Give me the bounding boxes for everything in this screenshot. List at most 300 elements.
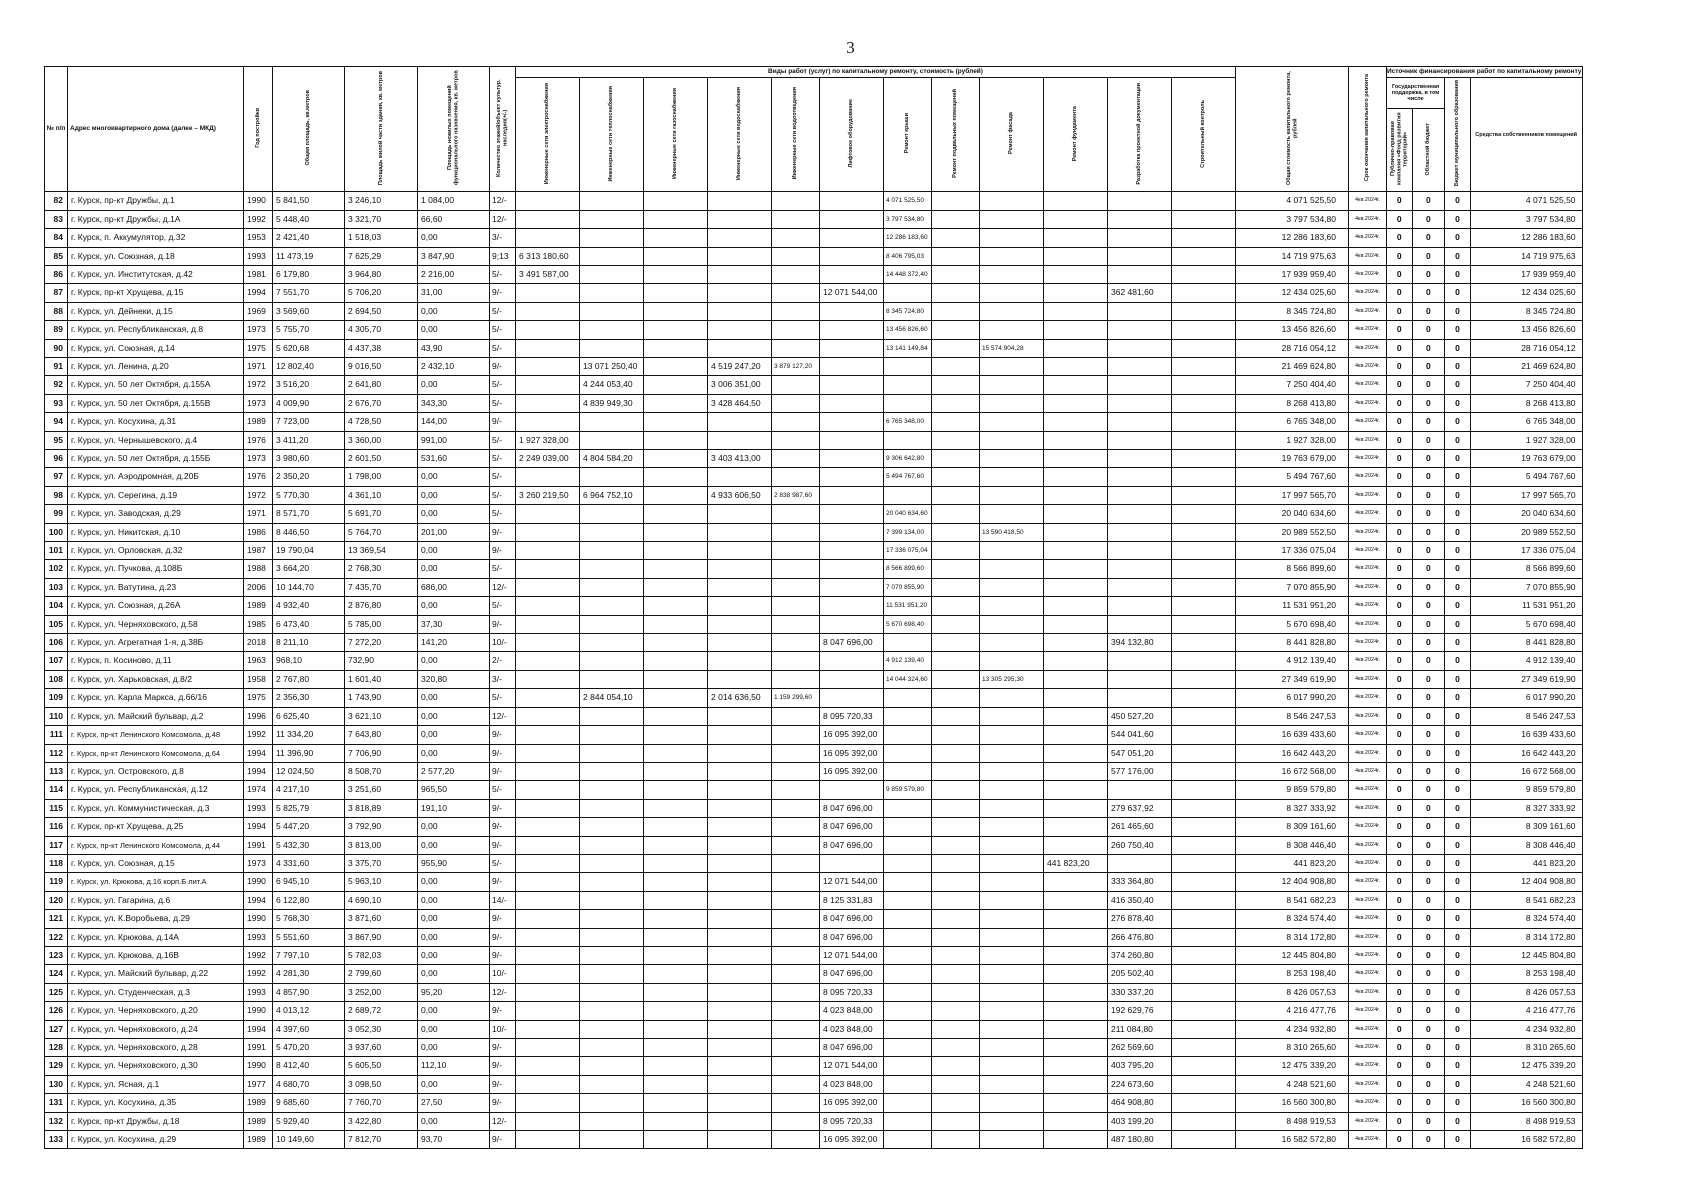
total-cost-cell: 8 310 265,60 (1236, 1039, 1349, 1057)
municipal-cell: 0 (1445, 689, 1471, 707)
foundation-cost-cell (1044, 431, 1108, 449)
regional-cell: 0 (1412, 1094, 1445, 1112)
project-cost-cell (1108, 468, 1172, 486)
lift-cost-cell: 8 095 720,33 (820, 707, 884, 725)
floors-cell: 10/- (490, 634, 516, 652)
total-area-cell: 4 013,12 (273, 1002, 345, 1020)
gas-cost-cell (644, 1057, 708, 1075)
facade-cost-cell (980, 744, 1044, 762)
gas-cost-cell (644, 542, 708, 560)
own-funds-cell: 8 324 574,40 (1470, 910, 1582, 928)
address-cell: г. Курск, ул. Островского, д.8 (68, 762, 244, 780)
roof-cost-cell: 13 141 149,84 (884, 339, 932, 357)
heat-cost-cell (580, 468, 644, 486)
living-area-cell: 4 437,38 (345, 339, 418, 357)
year-cell: 1990 (244, 1057, 273, 1075)
floors-cell: 5/- (490, 560, 516, 578)
foundation-cost-cell (1044, 468, 1108, 486)
year-cell: 1989 (244, 1112, 273, 1130)
lift-cost-cell (820, 450, 884, 468)
floors-cell: 9/- (490, 357, 516, 375)
foundation-cost-cell (1044, 744, 1108, 762)
fund-cell: 0 (1387, 413, 1413, 431)
water-cost-cell (708, 597, 772, 615)
roof-cost-cell: 14 044 324,60 (884, 670, 932, 688)
total-area-cell: 5 825,79 (273, 799, 345, 817)
living-area-cell: 4 728,50 (345, 413, 418, 431)
basement-cost-cell (932, 413, 980, 431)
control-cost-cell (1172, 210, 1236, 228)
foundation-cost-cell (1044, 615, 1108, 633)
table-row (45, 799, 1583, 817)
facade-cost-cell: 13 590 418,50 (980, 523, 1044, 541)
basement-cost-cell (932, 891, 980, 909)
floors-cell: 9/- (490, 1039, 516, 1057)
facade-cost-cell (980, 891, 1044, 909)
heat-cost-cell (580, 431, 644, 449)
facade-cost-cell (980, 302, 1044, 320)
foundation-cost-cell (1044, 376, 1108, 394)
living-area-cell: 3 422,80 (345, 1112, 418, 1130)
basement-cost-cell (932, 468, 980, 486)
header-work-basement: Ремонт подвальных помещений (932, 78, 980, 192)
roof-cost-cell: 11 531 951,20 (884, 597, 932, 615)
roof-cost-cell (884, 983, 932, 1001)
floors-cell: 5/- (490, 486, 516, 504)
total-area-cell: 2 356,30 (273, 689, 345, 707)
basement-cost-cell (932, 192, 980, 210)
regional-cell: 0 (1412, 946, 1445, 964)
living-area-cell: 3 964,80 (345, 265, 418, 283)
project-cost-cell: 211 084,80 (1108, 1020, 1172, 1038)
total-area-cell: 8 446,50 (273, 523, 345, 541)
nonres-area-cell: 0,00 (418, 560, 490, 578)
project-cost-cell (1108, 652, 1172, 670)
basement-cost-cell (932, 431, 980, 449)
term-cell: 4кв.2024г. (1349, 560, 1387, 578)
sewer-cost-cell (772, 523, 820, 541)
water-cost-cell (708, 505, 772, 523)
municipal-cell: 0 (1445, 910, 1471, 928)
control-cost-cell (1172, 542, 1236, 560)
term-cell: 4кв.2024г. (1349, 431, 1387, 449)
gas-cost-cell (644, 1020, 708, 1038)
control-cost-cell (1172, 689, 1236, 707)
basement-cost-cell (932, 689, 980, 707)
regional-cell: 0 (1412, 1039, 1445, 1057)
lift-cost-cell: 12 071 544,00 (820, 1057, 884, 1075)
nonres-area-cell: 37,30 (418, 615, 490, 633)
project-cost-cell: 330 337,20 (1108, 983, 1172, 1001)
address-cell: г. Курск, ул. Ватутина, д.23 (68, 578, 244, 596)
living-area-cell: 2 689,72 (345, 1002, 418, 1020)
fund-cell: 0 (1387, 339, 1413, 357)
nonres-area-cell: 0,00 (418, 229, 490, 247)
row-number: 120 (45, 891, 68, 909)
term-cell: 4кв.2024г. (1349, 523, 1387, 541)
municipal-cell: 0 (1445, 1039, 1471, 1057)
electric-cost-cell (516, 357, 580, 375)
floors-cell: 9/- (490, 726, 516, 744)
table-row (45, 1039, 1583, 1057)
basement-cost-cell (932, 247, 980, 265)
floors-cell: 10/- (490, 1020, 516, 1038)
gas-cost-cell (644, 505, 708, 523)
header-works-group: Виды работ (услуг) по капитальному ремонту, стоимость (рублей) (516, 67, 1236, 78)
row-number: 93 (45, 394, 68, 412)
term-cell: 4кв.2024г. (1349, 615, 1387, 633)
fund-cell: 0 (1387, 376, 1413, 394)
nonres-area-cell: 0,00 (418, 1039, 490, 1057)
row-number: 104 (45, 597, 68, 615)
term-cell: 4кв.2024г. (1349, 284, 1387, 302)
own-funds-cell: 16 672 568,00 (1470, 762, 1582, 780)
regional-cell: 0 (1412, 505, 1445, 523)
municipal-cell: 0 (1445, 946, 1471, 964)
foundation-cost-cell (1044, 965, 1108, 983)
water-cost-cell (708, 1039, 772, 1057)
address-cell: г. Курск, ул. Студенческая, д.3 (68, 983, 244, 1001)
sewer-cost-cell (772, 284, 820, 302)
year-cell: 2018 (244, 634, 273, 652)
heat-cost-cell (580, 726, 644, 744)
total-area-cell: 7 723,00 (273, 413, 345, 431)
project-cost-cell (1108, 450, 1172, 468)
electric-cost-cell (516, 634, 580, 652)
facade-cost-cell (980, 799, 1044, 817)
year-cell: 1990 (244, 1002, 273, 1020)
water-cost-cell (708, 946, 772, 964)
total-cost-cell: 13 456 826,60 (1236, 321, 1349, 339)
project-cost-cell (1108, 523, 1172, 541)
water-cost-cell (708, 431, 772, 449)
lift-cost-cell: 12 071 544,00 (820, 946, 884, 964)
lift-cost-cell (820, 265, 884, 283)
regional-cell: 0 (1412, 854, 1445, 872)
facade-cost-cell (980, 946, 1044, 964)
facade-cost-cell (980, 486, 1044, 504)
facade-cost-cell (980, 247, 1044, 265)
municipal-cell: 0 (1445, 486, 1471, 504)
regional-cell: 0 (1412, 818, 1445, 836)
gas-cost-cell (644, 891, 708, 909)
municipal-cell: 0 (1445, 1057, 1471, 1075)
regional-cell: 0 (1412, 1075, 1445, 1093)
total-area-cell: 4 009,90 (273, 394, 345, 412)
total-cost-cell: 6 765 348,00 (1236, 413, 1349, 431)
foundation-cost-cell (1044, 1039, 1108, 1057)
row-number: 116 (45, 818, 68, 836)
facade-cost-cell (980, 376, 1044, 394)
municipal-cell: 0 (1445, 357, 1471, 375)
fund-cell: 0 (1387, 1057, 1413, 1075)
electric-cost-cell (516, 505, 580, 523)
living-area-cell: 5 691,70 (345, 505, 418, 523)
total-area-cell: 5 551,60 (273, 928, 345, 946)
heat-cost-cell: 2 844 054,10 (580, 689, 644, 707)
floors-cell: 5/- (490, 450, 516, 468)
electric-cost-cell: 2 249 039,00 (516, 450, 580, 468)
row-number: 127 (45, 1020, 68, 1038)
living-area-cell: 3 813,00 (345, 836, 418, 854)
regional-cell: 0 (1412, 431, 1445, 449)
facade-cost-cell: 15 574 904,28 (980, 339, 1044, 357)
water-cost-cell (708, 983, 772, 1001)
total-area-cell: 5 448,40 (273, 210, 345, 228)
regional-cell: 0 (1412, 542, 1445, 560)
facade-cost-cell (980, 762, 1044, 780)
nonres-area-cell: 0,00 (418, 505, 490, 523)
living-area-cell: 3 937,60 (345, 1039, 418, 1057)
row-number: 118 (45, 854, 68, 872)
municipal-cell: 0 (1445, 523, 1471, 541)
table-row (45, 1020, 1583, 1038)
fund-cell: 0 (1387, 744, 1413, 762)
living-area-cell: 2 641,80 (345, 376, 418, 394)
lift-cost-cell (820, 542, 884, 560)
total-area-cell: 4 217,10 (273, 781, 345, 799)
water-cost-cell (708, 891, 772, 909)
heat-cost-cell (580, 1094, 644, 1112)
water-cost-cell: 4 933 606,50 (708, 486, 772, 504)
water-cost-cell (708, 542, 772, 560)
row-number: 128 (45, 1039, 68, 1057)
row-number: 88 (45, 302, 68, 320)
year-cell: 1993 (244, 928, 273, 946)
own-funds-cell: 8 309 161,60 (1470, 818, 1582, 836)
municipal-cell: 0 (1445, 744, 1471, 762)
own-funds-cell: 4 248 521,60 (1470, 1075, 1582, 1093)
floors-cell: 9/- (490, 1094, 516, 1112)
nonres-area-cell: 965,50 (418, 781, 490, 799)
foundation-cost-cell (1044, 652, 1108, 670)
term-cell: 4кв.2024г. (1349, 873, 1387, 891)
sewer-cost-cell (772, 376, 820, 394)
facade-cost-cell (980, 615, 1044, 633)
lift-cost-cell (820, 210, 884, 228)
sewer-cost-cell (772, 1020, 820, 1038)
municipal-cell: 0 (1445, 413, 1471, 431)
term-cell: 4кв.2024г. (1349, 321, 1387, 339)
total-area-cell: 4 281,30 (273, 965, 345, 983)
sewer-cost-cell (772, 394, 820, 412)
floors-cell: 5/- (490, 339, 516, 357)
regional-cell: 0 (1412, 928, 1445, 946)
table-row (45, 910, 1583, 928)
project-cost-cell: 450 527,20 (1108, 707, 1172, 725)
electric-cost-cell (516, 652, 580, 670)
control-cost-cell (1172, 394, 1236, 412)
regional-cell: 0 (1412, 1020, 1445, 1038)
water-cost-cell: 3 006 351,00 (708, 376, 772, 394)
total-area-cell: 4 397,60 (273, 1020, 345, 1038)
regional-cell: 0 (1412, 523, 1445, 541)
regional-cell: 0 (1412, 910, 1445, 928)
total-cost-cell: 8 441 828,80 (1236, 634, 1349, 652)
water-cost-cell: 2 014 636,50 (708, 689, 772, 707)
heat-cost-cell (580, 597, 644, 615)
project-cost-cell: 487 180,80 (1108, 1131, 1172, 1149)
table-row (45, 983, 1583, 1001)
living-area-cell: 3 792,90 (345, 818, 418, 836)
nonres-area-cell: 531,60 (418, 450, 490, 468)
facade-cost-cell (980, 265, 1044, 283)
electric-cost-cell (516, 910, 580, 928)
lift-cost-cell (820, 302, 884, 320)
floors-cell: 9/- (490, 762, 516, 780)
year-cell: 1976 (244, 431, 273, 449)
living-area-cell: 3 246,10 (345, 192, 418, 210)
total-cost-cell: 12 286 183,60 (1236, 229, 1349, 247)
address-cell: г. Курск, ул. Косухина, д.29 (68, 1131, 244, 1149)
own-funds-cell: 8 345 724,80 (1470, 302, 1582, 320)
table-row (45, 284, 1583, 302)
year-cell: 1976 (244, 468, 273, 486)
lift-cost-cell: 8 047 696,00 (820, 799, 884, 817)
total-area-cell: 968,10 (273, 652, 345, 670)
foundation-cost-cell (1044, 726, 1108, 744)
municipal-cell: 0 (1445, 762, 1471, 780)
gas-cost-cell (644, 854, 708, 872)
foundation-cost-cell (1044, 394, 1108, 412)
total-area-cell: 5 929,40 (273, 1112, 345, 1130)
roof-cost-cell: 7 399 134,00 (884, 523, 932, 541)
fund-cell: 0 (1387, 634, 1413, 652)
fund-cell: 0 (1387, 946, 1413, 964)
control-cost-cell (1172, 781, 1236, 799)
basement-cost-cell (932, 652, 980, 670)
control-cost-cell (1172, 321, 1236, 339)
sewer-cost-cell (772, 928, 820, 946)
total-area-cell: 5 432,30 (273, 836, 345, 854)
lift-cost-cell (820, 781, 884, 799)
roof-cost-cell (884, 1075, 932, 1093)
project-cost-cell (1108, 321, 1172, 339)
total-cost-cell: 16 639 433,60 (1236, 726, 1349, 744)
row-number: 99 (45, 505, 68, 523)
gas-cost-cell (644, 1094, 708, 1112)
total-cost-cell: 5 670 698,40 (1236, 615, 1349, 633)
lift-cost-cell: 16 095 392,00 (820, 726, 884, 744)
foundation-cost-cell (1044, 891, 1108, 909)
own-funds-cell: 4 216 477,76 (1470, 1002, 1582, 1020)
facade-cost-cell (980, 836, 1044, 854)
basement-cost-cell (932, 1094, 980, 1112)
water-cost-cell (708, 615, 772, 633)
nonres-area-cell: 0,00 (418, 1020, 490, 1038)
term-cell: 4кв.2024г. (1349, 1094, 1387, 1112)
table-row (45, 1057, 1583, 1075)
row-number: 109 (45, 689, 68, 707)
control-cost-cell (1172, 339, 1236, 357)
floors-cell: 9/- (490, 615, 516, 633)
basement-cost-cell (932, 818, 980, 836)
electric-cost-cell (516, 1094, 580, 1112)
water-cost-cell (708, 229, 772, 247)
water-cost-cell (708, 634, 772, 652)
fund-cell: 0 (1387, 854, 1413, 872)
total-area-cell: 6 122,80 (273, 891, 345, 909)
facade-cost-cell (980, 873, 1044, 891)
table-row (45, 247, 1583, 265)
lift-cost-cell: 16 095 392,00 (820, 762, 884, 780)
total-cost-cell: 19 763 679,00 (1236, 450, 1349, 468)
roof-cost-cell (884, 689, 932, 707)
water-cost-cell (708, 1094, 772, 1112)
regional-cell: 0 (1412, 413, 1445, 431)
water-cost-cell (708, 928, 772, 946)
water-cost-cell (708, 726, 772, 744)
living-area-cell: 3 251,60 (345, 781, 418, 799)
project-cost-cell: 192 629,76 (1108, 1002, 1172, 1020)
floors-cell: 12/- (490, 192, 516, 210)
term-cell: 4кв.2024г. (1349, 799, 1387, 817)
fund-cell: 0 (1387, 1020, 1413, 1038)
address-cell: г. Курск, ул. Союзная, д.14 (68, 339, 244, 357)
own-funds-cell: 3 797 534,80 (1470, 210, 1582, 228)
regional-cell: 0 (1412, 891, 1445, 909)
term-cell: 4кв.2024г. (1349, 670, 1387, 688)
municipal-cell: 0 (1445, 1131, 1471, 1149)
water-cost-cell (708, 339, 772, 357)
total-cost-cell: 16 560 300,80 (1236, 1094, 1349, 1112)
total-area-cell: 12 024,50 (273, 762, 345, 780)
table-row (45, 1075, 1583, 1093)
living-area-cell: 7 435,70 (345, 578, 418, 596)
basement-cost-cell (932, 1131, 980, 1149)
project-cost-cell (1108, 486, 1172, 504)
heat-cost-cell (580, 1057, 644, 1075)
heat-cost-cell (580, 652, 644, 670)
municipal-cell: 0 (1445, 505, 1471, 523)
living-area-cell: 5 706,20 (345, 284, 418, 302)
municipal-cell: 0 (1445, 652, 1471, 670)
water-cost-cell (708, 965, 772, 983)
foundation-cost-cell (1044, 689, 1108, 707)
own-funds-cell: 13 456 826,60 (1470, 321, 1582, 339)
gas-cost-cell (644, 229, 708, 247)
sewer-cost-cell (772, 210, 820, 228)
term-cell: 4кв.2024г. (1349, 818, 1387, 836)
water-cost-cell (708, 781, 772, 799)
lift-cost-cell (820, 505, 884, 523)
year-cell: 1992 (244, 946, 273, 964)
heat-cost-cell (580, 615, 644, 633)
lift-cost-cell (820, 413, 884, 431)
lift-cost-cell (820, 670, 884, 688)
project-cost-cell (1108, 376, 1172, 394)
year-cell: 1989 (244, 1094, 273, 1112)
own-funds-cell: 8 426 057,53 (1470, 983, 1582, 1001)
regional-cell: 0 (1412, 983, 1445, 1001)
header-work-heat: Инженерные сети теплоснабжения (580, 78, 644, 192)
nonres-area-cell: 0,00 (418, 542, 490, 560)
electric-cost-cell (516, 284, 580, 302)
project-cost-cell (1108, 339, 1172, 357)
year-cell: 1985 (244, 615, 273, 633)
lift-cost-cell (820, 229, 884, 247)
nonres-area-cell: 0,00 (418, 1002, 490, 1020)
table-row (45, 1131, 1583, 1149)
total-area-cell: 7 551,70 (273, 284, 345, 302)
heat-cost-cell (580, 744, 644, 762)
nonres-area-cell: 0,00 (418, 652, 490, 670)
municipal-cell: 0 (1445, 210, 1471, 228)
municipal-cell: 0 (1445, 339, 1471, 357)
project-cost-cell (1108, 210, 1172, 228)
electric-cost-cell (516, 339, 580, 357)
table-row (45, 1112, 1583, 1130)
